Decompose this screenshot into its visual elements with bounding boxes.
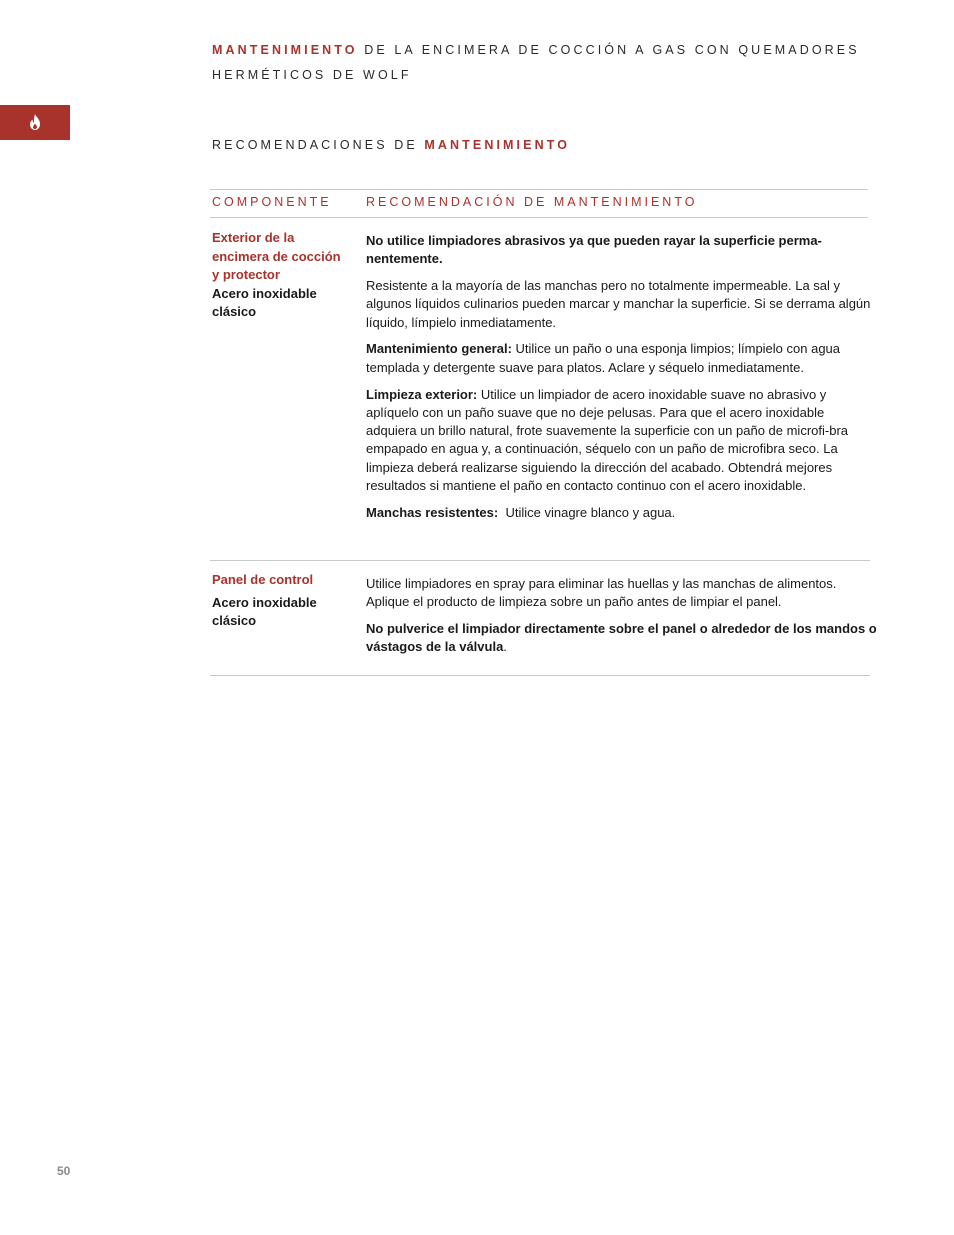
recommendation-paragraph: No utilice limpiadores abrasivos ya que pueden rayar la superficie perma-nentemente. [366,233,822,267]
table-row-divider [210,560,870,561]
recommendation-paragraph: Limpieza exterior: Utilice un limpiador de acero inoxidable suave no abrasivo y aplíquelo con un paño suave que no deje pelusas. Para que el acero inoxidable adquiera un brillo natural, frote suavemente la superficie con un paño de microfi-bra empapado en agua y, a continuación, séquelo con un paño de microfibra seco. La limpieza deberá realizarse siguiendo la dirección del acabado. Obtendrá mejores resultados si mantiene el paño en contacto continuo con el acero inoxidable. [366,386,848,494]
table-row-recommendation [366,575,878,665]
component-material: Acero inoxidable clásico [212,594,317,628]
column-header-component: COMPONENTE [212,195,332,209]
page-title-accent: MANTENIMIENTO [212,43,358,57]
section-heading [212,138,570,152]
recommendation-paragraph: No pulverice el limpiador directamente sobre el panel o alrededor de los mandos o vástagos de la válvula. [366,621,877,655]
recommendation-paragraph: Utilice limpiadores en spray para eliminar las huellas y las manchas de alimentos. Aplique el producto de limpieza sobre un paño antes de limpiar el panel. [366,576,837,610]
component-name: Panel de control [212,572,314,587]
table-top-rule [210,189,868,190]
table-bottom-rule [210,675,870,676]
flame-icon [29,114,41,130]
table-row-recommendation [366,232,878,531]
page-title-rest: DE LA ENCIMERA DE COCCIÓN A GAS CON QUEMADORES HERMÉTICOS DE WOLF [212,43,860,82]
recommendation-paragraph: Resistente a la mayoría de las manchas pero no totalmente impermeable. La sal y algunos líquidos culinarios pueden marcar y manchar la superficie. Si se derrama algún líquido, límpielo inmediatamente. [366,278,871,330]
recommendation-paragraph: Mantenimiento general: Utilice un paño o una esponja limpios; límpielo con agua templada y detergente suave para platos. Aclare y séquelo inmediatamente. [366,341,841,375]
component-material: Acero inoxidable clásico [212,285,317,319]
component-name: Exterior de la encimera de cocción y protector [212,230,341,282]
column-header-recommendation: RECOMENDACIÓN DE MANTENIMIENTO [366,195,698,209]
recommendation-paragraph: Manchas resistentes: Utilice vinagre blanco y agua. [366,504,676,520]
page-title [212,38,892,88]
section-tab-marker [0,105,70,140]
table-row-component [212,571,347,631]
table-header-rule [210,217,868,218]
table-row-component [212,229,347,322]
section-heading-accent: MANTENIMIENTO [424,138,571,152]
section-heading-prefix: RECOMENDACIONES DE [212,138,418,152]
page-number: 50 [57,1164,71,1178]
